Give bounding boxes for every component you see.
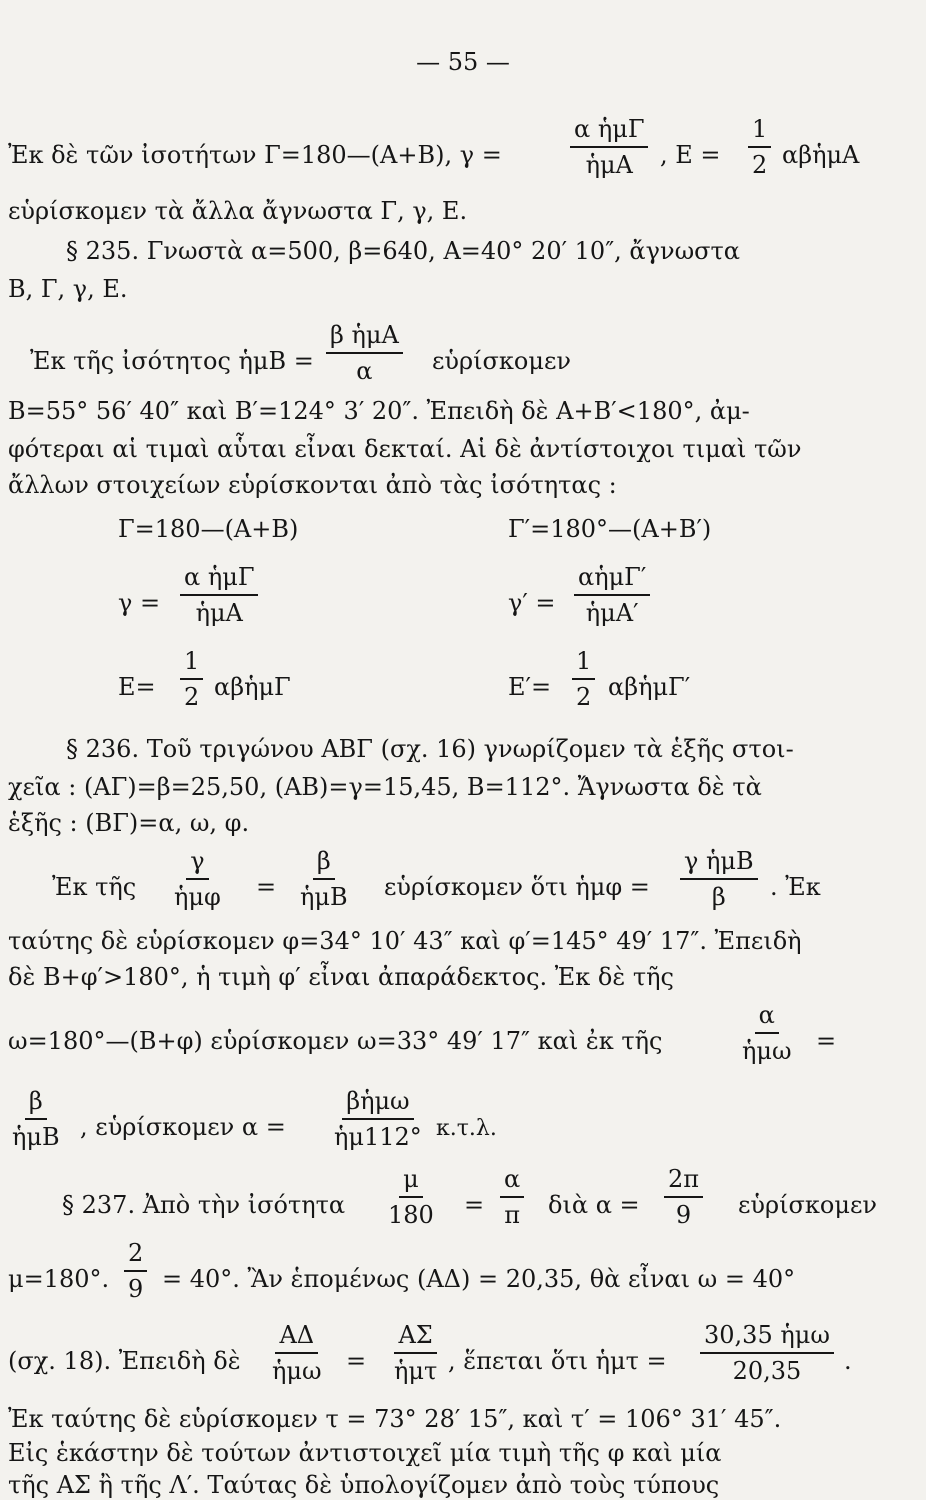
text: αβἡμΓ xyxy=(214,673,291,701)
text: . xyxy=(844,1347,852,1375)
text: E′= xyxy=(508,673,552,701)
text: Ἐκ ταύτης δὲ εὑρίσκομεν τ = 73° 28′ 15″, καὶ τ′ = 106° 31′ 45″. xyxy=(8,1405,782,1433)
text: § 236. Τοῦ τριγώνου ABΓ (σχ. 16) γνωρίζομεν τὰ ἑξῆς στοι- xyxy=(66,735,794,763)
text: εὑρίσκομεν ὅτι ἡμφ = xyxy=(384,873,650,901)
text: εὑρίσκομεν xyxy=(432,347,571,375)
text: φότεραι αἱ τιμαὶ αὗται εἶναι δεκταί. Αἱ δὲ ἀντίστοιχοι τιμαὶ τῶν xyxy=(8,435,802,463)
fraction xyxy=(738,1000,796,1066)
fraction xyxy=(748,114,771,180)
denominator: ἡμA xyxy=(585,151,633,179)
text: = xyxy=(464,1191,485,1219)
denominator: ἡμω xyxy=(272,1357,322,1385)
text: Ἐκ τῆς ἰσότητος ἡμB = xyxy=(30,347,314,375)
text: διὰ α = xyxy=(548,1191,640,1219)
numerator: β xyxy=(313,846,335,880)
text: = xyxy=(816,1027,837,1055)
fraction xyxy=(180,562,258,628)
numerator: 1 xyxy=(572,646,595,680)
text: Εἰς ἑκάστην δὲ τούτων ἀντιστοιχεῖ μία τιμὴ τῆς φ καὶ μία xyxy=(8,1439,722,1467)
text: κ.τ.λ. xyxy=(436,1116,497,1141)
fraction xyxy=(8,1086,64,1152)
text: Ἐκ δὲ τῶν ἰσοτήτων Γ=180—(A+B), γ = xyxy=(8,141,502,169)
denominator: 2 xyxy=(184,683,200,711)
fraction xyxy=(664,1164,703,1230)
text: χεῖα : (AΓ)=β=25,50, (AB)=γ=15,45, B=112°. Ἄγνωστα δὲ τὰ xyxy=(8,773,762,801)
numerator: α xyxy=(500,1164,524,1198)
fraction xyxy=(680,846,758,912)
text: B=55° 56′ 40″ καὶ B′=124° 3′ 20″. Ἐπειδὴ δὲ A+B′<180°, ἀμ- xyxy=(8,397,750,425)
numerator: 2 xyxy=(124,1238,147,1272)
numerator: βἡμω xyxy=(342,1086,413,1120)
text: , ἕπεται ὅτι ἡμτ = xyxy=(448,1347,667,1375)
text: γ′ = xyxy=(508,589,556,617)
text: εὑρίσκομεν xyxy=(738,1191,877,1219)
numerator: 2π xyxy=(664,1164,703,1198)
denominator: ἡμA xyxy=(195,599,243,627)
text: = 40°. Ἂν ἑπομένως (AΔ) = 20,35, θὰ εἶναι ω = 40° xyxy=(162,1265,796,1293)
numerator: β ἡμA xyxy=(326,320,403,354)
text: μ=180°. xyxy=(8,1265,110,1293)
text: E= xyxy=(118,673,156,701)
text: . Ἐκ xyxy=(770,873,821,901)
denominator: 9 xyxy=(128,1275,144,1303)
fraction xyxy=(180,646,203,712)
fraction xyxy=(574,562,650,628)
text: τῆς AΣ ἢ τῆς Λ′. Ταύτας δὲ ὑπολογίζομεν ἀπὸ τοὺς τύπους xyxy=(8,1471,720,1499)
denominator: ἡμB xyxy=(12,1123,60,1151)
numerator: γ ἡμB xyxy=(680,846,758,880)
text: ω=180°—(B+φ) εὑρίσκομεν ω=33° 49′ 17″ καὶ ἐκ τῆς xyxy=(8,1027,663,1055)
text: § 235. Γνωστὰ α=500, β=640, A=40° 20′ 10″, ἄγνωστα xyxy=(66,237,741,265)
equation-right: Γ′=180°—(A+B′) xyxy=(508,515,712,543)
text: (σχ. 18). Ἐπειδὴ δὲ xyxy=(8,1347,241,1375)
denominator: 9 xyxy=(675,1201,692,1229)
text: αβἡμA xyxy=(782,141,860,169)
text: δὲ B+φ′>180°, ἡ τιμὴ φ′ εἶναι ἀπαράδεκτος. Ἐκ δὲ τῆς xyxy=(8,963,674,991)
denominator: ἡμτ xyxy=(394,1357,438,1385)
text: ταύτης δὲ εὑρίσκομεν φ=34° 10′ 43″ καὶ φ′=145° 49′ 17″. Ἐπειδὴ xyxy=(8,927,802,955)
denominator: ἡμ112° xyxy=(334,1123,422,1151)
fraction xyxy=(390,1320,441,1386)
denominator: ἡμB xyxy=(300,883,348,911)
fraction xyxy=(124,1238,147,1304)
fraction xyxy=(296,846,352,912)
page-number: — 55 — xyxy=(416,48,510,76)
numerator: α xyxy=(755,1000,779,1034)
numerator: 1 xyxy=(748,114,771,148)
fraction xyxy=(170,846,225,912)
text: , E = xyxy=(660,141,721,169)
text: = xyxy=(346,1347,367,1375)
numerator: β xyxy=(25,1086,47,1120)
fraction xyxy=(268,1320,326,1386)
text: Ἐκ τῆς xyxy=(52,873,137,901)
numerator: α ἡμΓ xyxy=(180,562,258,596)
fraction xyxy=(330,1086,426,1152)
equation-left: Γ=180—(A+B) xyxy=(118,515,299,543)
denominator: 180 xyxy=(388,1201,434,1229)
denominator: 2 xyxy=(752,151,768,179)
text: , εὑρίσκομεν α = xyxy=(80,1113,286,1141)
denominator: 2 xyxy=(576,683,592,711)
denominator: ἡμφ xyxy=(174,883,221,911)
fraction xyxy=(384,1164,438,1230)
text: εὑρίσκομεν τὰ ἄλλα ἄγνωστα Γ, γ, Ε. xyxy=(8,197,468,225)
denominator: β xyxy=(711,883,726,911)
denominator: ἡμω xyxy=(742,1037,792,1065)
numerator: AΣ xyxy=(394,1320,436,1354)
numerator: 30,35 ἡμω xyxy=(700,1320,834,1354)
text: B, Γ, γ, E. xyxy=(8,275,128,303)
fraction xyxy=(570,114,648,180)
text: § 237. Ἀπὸ τὴν ἰσότητα xyxy=(62,1191,346,1219)
numerator: AΔ xyxy=(275,1320,318,1354)
text: = xyxy=(256,873,277,901)
denominator: α xyxy=(356,357,373,385)
text: ἑξῆς : (BΓ)=α, ω, φ. xyxy=(8,809,250,837)
text: ἄλλων στοιχείων εὑρίσκονται ἀπὸ τὰς ἰσότητας : xyxy=(8,471,617,499)
denominator: ἡμA′ xyxy=(585,599,639,627)
fraction xyxy=(326,320,403,386)
numerator: α ἡμΓ xyxy=(570,114,648,148)
denominator: 20,35 xyxy=(732,1357,802,1385)
denominator: π xyxy=(504,1201,520,1229)
numerator: 1 xyxy=(180,646,203,680)
fraction xyxy=(700,1320,834,1386)
fraction xyxy=(572,646,595,712)
text: αβἡμΓ′ xyxy=(608,673,691,701)
numerator: μ xyxy=(399,1164,423,1198)
text: γ = xyxy=(118,589,161,617)
numerator: αἡμΓ′ xyxy=(574,562,650,596)
fraction xyxy=(500,1164,524,1230)
numerator: γ xyxy=(186,846,208,880)
